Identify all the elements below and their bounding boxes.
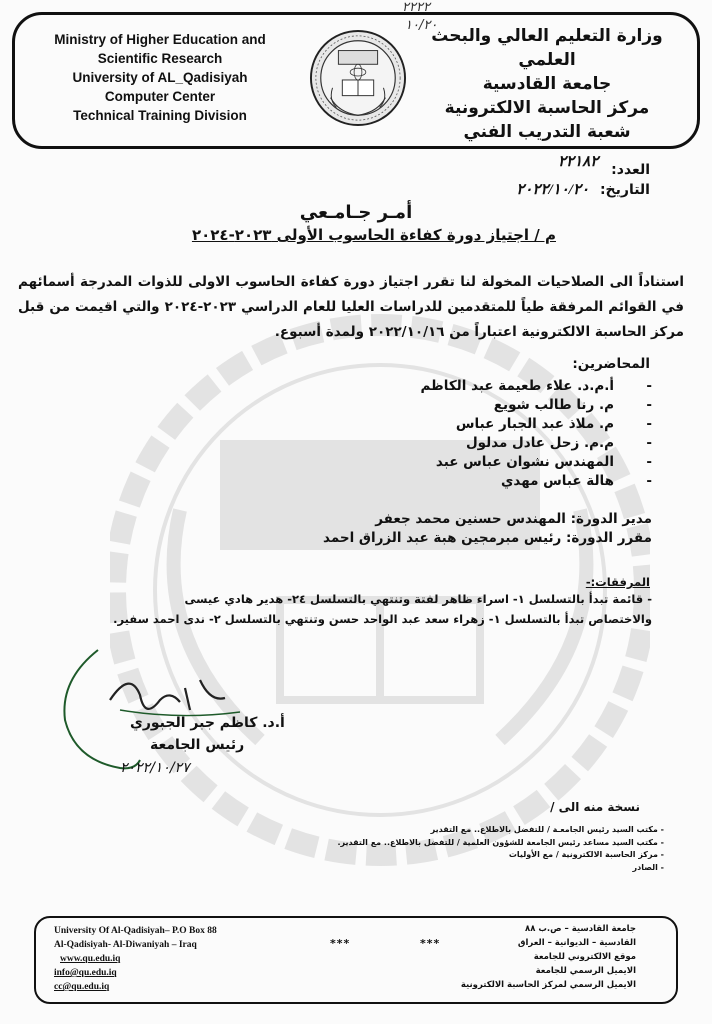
header-en-line: Computer Center [104, 89, 216, 104]
list-item: - المهندس نشوان عباس عبد [420, 453, 652, 472]
list-item: - الصادر [338, 862, 664, 875]
header-ar-line: مركز الحاسبة الالكترونية [444, 98, 650, 118]
document-number [558, 154, 650, 179]
copies-heading: نسخة منه الى / [550, 800, 640, 814]
number-value: ٢٢١٨٢ [558, 154, 599, 170]
footer-separator: *** [420, 937, 441, 950]
date-label: التاريخ: [599, 182, 650, 198]
president-name: أ.د. كاظم جبر الجبوري [130, 715, 285, 731]
attachment-item: - قائمة تبدأ بالتسلسل ١- اسراء ظاهر لفتة وتنتهي بالتسلسل ٢٤- هدير هادي عيسى [184, 592, 652, 606]
footer-address-line: Al-Qadisiyah- Al-Diwaniyah – Iraq [54, 940, 197, 950]
list-item: - م.م. زحل عادل مدلول [420, 434, 652, 453]
header-english [40, 30, 280, 125]
list-item: - أ.م.د. علاء طعيمة عبد الكاظم [420, 377, 652, 396]
list-item: - م. ملاذ عبد الجبار عباس [420, 415, 652, 434]
document-date [516, 180, 650, 199]
footer-english [54, 924, 217, 994]
header-ar-line: جامعة القادسية [482, 74, 612, 94]
header-en-line: Technical Training Division [73, 108, 247, 123]
list-item: - م. رنا طالب شويع [420, 396, 652, 415]
lecturers-list [420, 377, 652, 491]
course-rapporteur: مقرر الدورة: رئيس مبرمجين هبة عبد الزراق احمد [323, 530, 652, 546]
president-title: رئيس الجامعة [150, 737, 245, 753]
number-label: العدد: [611, 162, 650, 178]
cc-email-link[interactable]: cc@qu.edu.iq [54, 982, 110, 992]
list-item: - هالة عباس مهدي [420, 472, 652, 491]
attachment-item: والاختصاص تبدأ بالتسلسل ١- زهراء سعد عبد الواحد حسن وتنتهي بالتسلسل ٢- ندى احمد سفير. [113, 612, 652, 626]
list-item: - مركز الحاسبة الالكترونية / مع الأوليات [338, 849, 664, 862]
info-email-link[interactable]: info@qu.edu.iq [54, 968, 117, 978]
lecturers-heading: المحاضرين: [572, 356, 650, 372]
signature-date: ٢٠٢٢/١٠/٢٧ [120, 760, 190, 776]
attachments-heading: المرفقات:- [585, 575, 650, 589]
footer-ar-line: الايميل الرسمي لمركز الحاسبة الالكترونية [460, 980, 636, 990]
handwritten-date: ١٠/٢٠ [405, 18, 438, 33]
list-item: - مكتب السيد رئيس الجامعـة / للتفضل بالاطلاع.. مع التقدير [338, 824, 664, 837]
handwritten-number: ٢٢٢٢ [402, 0, 430, 15]
university-seal-icon [309, 29, 407, 127]
copies-list [338, 824, 664, 874]
footer-ar-line: الايميل الرسمي للجامعة [535, 966, 636, 976]
header-ar-line: شعبة التدريب الفني [463, 122, 631, 142]
header-en-line: University of AL_Qadisiyah [72, 70, 248, 85]
header-ar-line: وزارة التعليم العالي والبحث العلمي [431, 26, 663, 70]
footer-ar-line: موقع الالكتروني للجامعة [533, 952, 636, 962]
course-director: مدير الدورة: المهندس حسنين محمد جعفر [375, 511, 652, 527]
footer-ar-line: القادسية – الديوانية – العراق [517, 938, 636, 948]
list-item: - مكتب السيد مساعد رئيس الجامعة للشؤون العلمية / للتفضل بالاطلاع.. مع التقدير. [338, 837, 664, 850]
website-link[interactable]: www.qu.edu.iq [60, 954, 121, 964]
footer-arabic [461, 922, 636, 992]
footer-ar-line: جامعة القادسية – ص.ب ٨٨ [525, 924, 636, 934]
footer-address-line: University Of Al-Qadisiyah– P.O Box 88 [54, 926, 217, 936]
attachment-text: قائمة تبدأ بالتسلسل ١- اسراء ظاهر لفتة وتنتهي بالتسلسل ٢٤- هدير هادي عيسى [184, 592, 644, 606]
order-title: أمـر جـامـعي [299, 202, 413, 223]
footer-separator: *** [330, 937, 351, 950]
header-arabic [412, 24, 682, 144]
order-body: استناداً الى الصلاحيات المخولة لنا تقرر اجتياز دورة كفاءة الحاسوب الاولى للذوات المدرجة أسمائهم في القوائم المرفقة طياً للمتقدمين للدراسات العليا للعام الدراسي ٢٠٢٣-٢٠٢٤ والتي اقيمت من قبل مركز الحاسبة الالكترونية اعتباراً من ٢٠٢٢/١٠/١٦ ولمدة أسبوع. [18, 274, 684, 340]
date-value: ٢٠٢٢/١٠/٢٠ [516, 182, 590, 198]
order-subject: م / اجتياز دورة كفاءة الحاسوب الأولى ٢٠٢٣-٢٠٢٤ [191, 226, 556, 244]
course-staff [323, 510, 652, 548]
header-en-line: Scientific Research [97, 51, 223, 66]
header-en-line: Ministry of Higher Education and [54, 32, 266, 47]
